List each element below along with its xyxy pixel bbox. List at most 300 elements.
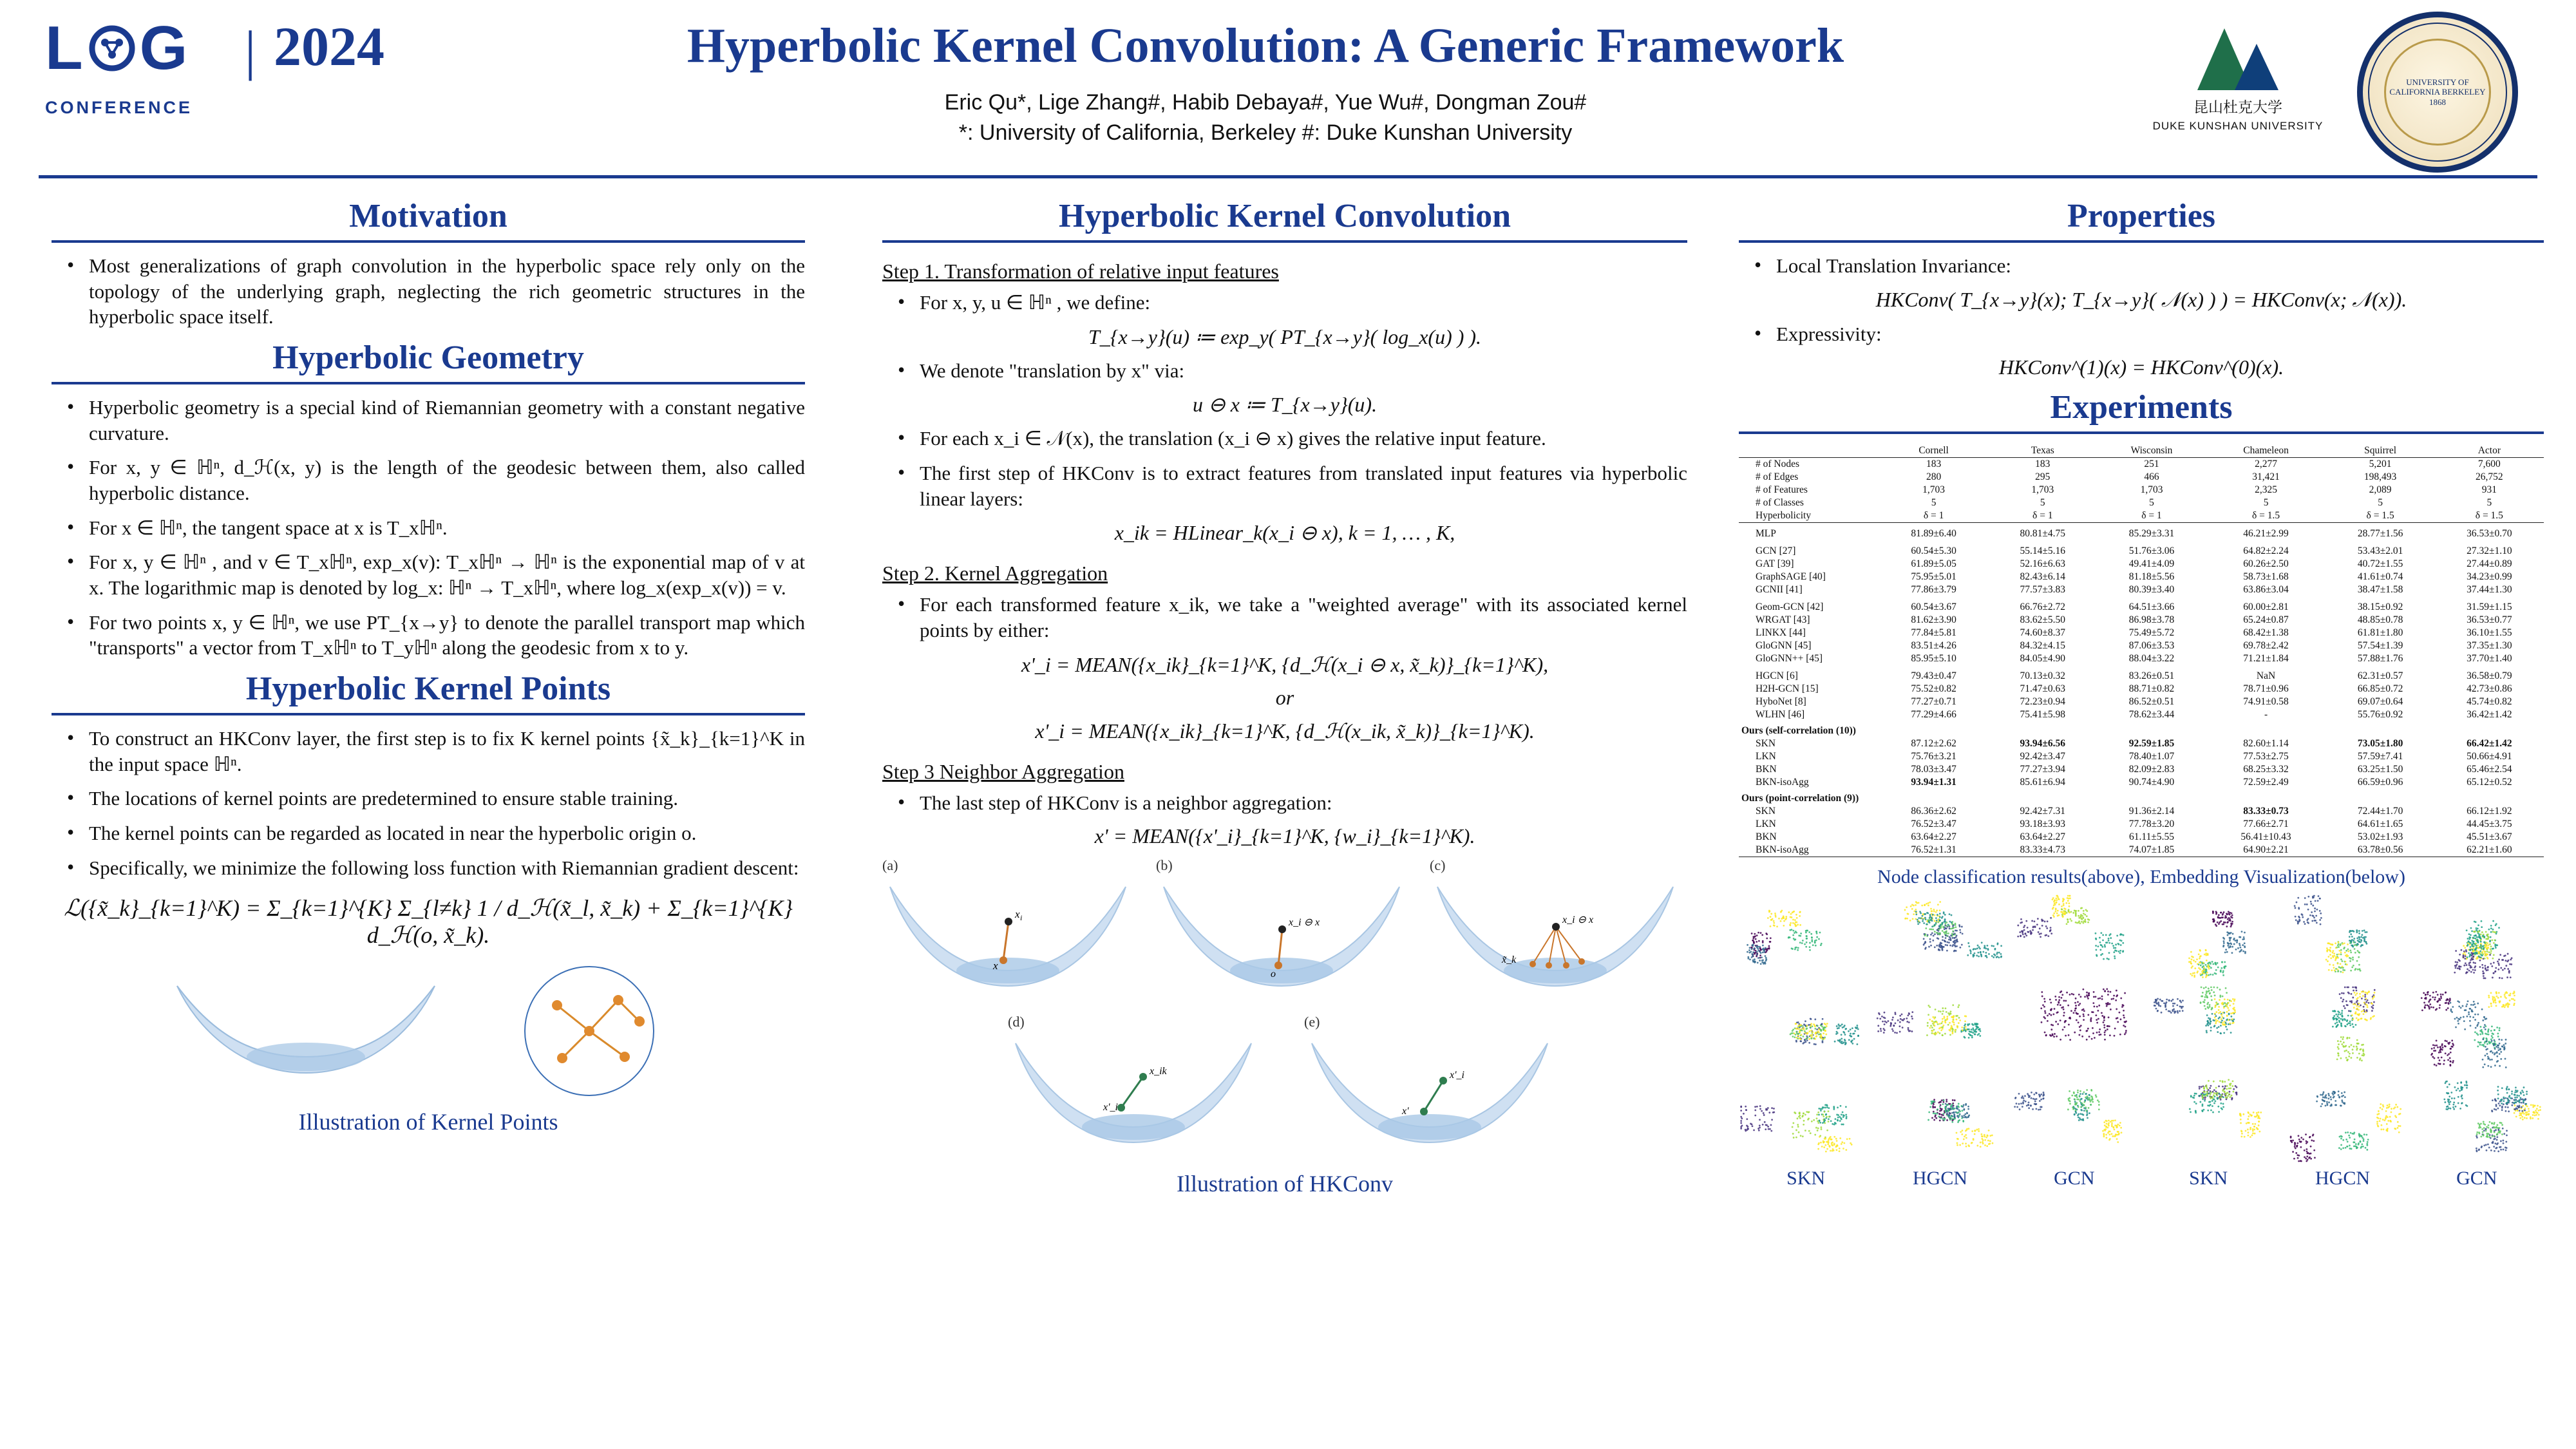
hyperboloid-surface-icon — [158, 960, 454, 1102]
table-cell: 5 — [2263, 497, 2269, 509]
table-cell-rowname: GloGNN [45] — [1756, 639, 1812, 651]
table-cell: 92.42±3.47 — [2020, 750, 2066, 762]
list-item: • Specifically, we minimize the following loss function with Riemannian gradient descent: — [52, 855, 805, 881]
table-row — [1739, 458, 2544, 471]
table-cell-rowname: Hyperbolicity — [1739, 509, 1879, 523]
table-cell: 79.43±0.47 — [1911, 670, 1956, 681]
table-cell: 5 — [2149, 497, 2154, 509]
berkeley-seal-icon — [2357, 12, 2518, 173]
conference-year: 2024 — [274, 15, 384, 77]
list-item: • To construct an HKConv layer, the first step is to fix K kernel points {x̃_k}_{k=1}^K in the input space ℍⁿ. — [52, 726, 805, 777]
table-cell-rowname: BKN-isoAgg — [1756, 776, 1809, 788]
title-block — [451, 19, 2080, 146]
table-cell: 68.42±1.38 — [2243, 627, 2289, 638]
divider-properties — [1739, 240, 2544, 243]
table-cell: 91.36±2.14 — [2128, 805, 2175, 817]
section-title-geometry: Hyperbolic Geometry — [272, 339, 584, 377]
table-row — [1739, 509, 2544, 523]
embedding-plot — [2143, 895, 2274, 980]
embedding-plot — [2009, 895, 2139, 980]
table-cell: 78.62±3.44 — [2128, 708, 2175, 720]
table-cell: 63.25±1.50 — [2357, 763, 2403, 775]
section-title-experiments: Experiments — [2050, 389, 2233, 426]
table-row — [1739, 583, 2544, 596]
table-cell: 5 — [1931, 497, 1937, 509]
table-cell: 44.45±3.75 — [2467, 818, 2512, 829]
table-cell: 60.26±2.50 — [2243, 558, 2289, 569]
table-cell: 81.18±5.56 — [2128, 571, 2175, 582]
table-cell: 81.62±3.90 — [1911, 614, 1956, 625]
embedding-plot — [2413, 1077, 2544, 1162]
table-cell-rowname: # of Classes — [1756, 497, 1804, 509]
table-cell-rowname: # of Edges — [1756, 471, 1799, 483]
step1-bullets — [882, 290, 1687, 316]
scatter-plot — [2009, 1077, 2139, 1162]
table-cell-rowname: GCNII [41] — [1756, 583, 1803, 595]
hyperboloid-icon-a — [882, 875, 1133, 1004]
table-cell: 77.86±3.79 — [1911, 583, 1956, 595]
figure-label-d: (d) — [1008, 1014, 1025, 1030]
table-cell: 75.76±3.21 — [1911, 750, 1956, 762]
embedding-plot — [1739, 895, 1870, 980]
table-cell: 77.66±2.71 — [2243, 818, 2289, 829]
table-cell: 56.41±10.43 — [2240, 831, 2291, 842]
log-letter-g: G — [139, 14, 189, 82]
table-cell: 74.07±1.85 — [2128, 844, 2175, 855]
table-cell: 82.43±6.14 — [2020, 571, 2066, 582]
figure-d — [1008, 1014, 1265, 1164]
table-cell: 78.71±0.96 — [2243, 683, 2289, 694]
log-letter-l: L — [45, 14, 84, 82]
table-cell: NaN — [2256, 670, 2276, 681]
svg-text:x_ik: x_ik — [1150, 1066, 1167, 1077]
column-middle — [857, 193, 1713, 1443]
step1-equation-2: u ⊖ x ≔ T_{x→y}(u). — [1192, 393, 1378, 417]
dku-name-cn: 昆山杜克大学 — [2193, 99, 2282, 115]
step3-equation-1: x' = MEAN({x'_i}_{k=1}^K, {w_i}_{k=1}^K). — [1094, 824, 1475, 848]
step3-bullets — [882, 790, 1687, 816]
table-row — [1739, 497, 2544, 509]
list-item: • Hyperbolic geometry is a special kind of Riemannian geometry with a constant negative curvature. — [52, 395, 805, 446]
table-cell-rowname: SKN — [1756, 805, 1776, 817]
table-cell: 62.21±1.60 — [2467, 844, 2512, 855]
table-group-header — [1739, 789, 2544, 805]
table-cell: 86.36±2.62 — [1911, 805, 1956, 817]
table-cell: 77.27±0.71 — [1911, 696, 1956, 707]
table-row — [1739, 696, 2544, 708]
scatter-plot — [1739, 986, 1870, 1071]
scatter-plot — [2278, 895, 2409, 980]
table-cell: 61.11±5.55 — [2129, 831, 2174, 842]
table-row — [1739, 831, 2544, 844]
step3-heading: Step 3 Neighbor Aggregation — [882, 759, 1124, 783]
hyperboloid-icon-c — [1430, 875, 1681, 1004]
table-cell: 280 — [1926, 471, 1942, 483]
header-separator: | — [245, 19, 256, 81]
author-list: Eric Qu*, Lige Zhang#, Habib Debaya#, Yue Wu#, Dongman Zou# — [944, 90, 1587, 115]
table-cell: 85.95±5.10 — [1911, 652, 1956, 664]
table-cell: 72.44±1.70 — [2357, 805, 2403, 817]
table-cell: δ = 1.5 — [2206, 509, 2326, 523]
hyperboloid-icon-b — [1156, 875, 1407, 1004]
table-cell-rowname: GloGNN++ [45] — [1756, 652, 1823, 664]
table-row — [1739, 652, 2544, 665]
table-cell-rowname: # of Features — [1756, 484, 1808, 496]
table-cell: 5 — [2378, 497, 2383, 509]
table-cell: 60.54±5.30 — [1911, 545, 1956, 556]
table-row-spacer — [1739, 523, 2544, 527]
table-cell: 36.42±1.42 — [2467, 708, 2512, 720]
table-cell-rowname: GCN [27] — [1756, 545, 1796, 556]
table-cell: 75.41±5.98 — [2020, 708, 2066, 720]
table-cell: 61.89±5.05 — [1911, 558, 1956, 569]
section-title-motivation: Motivation — [349, 198, 507, 234]
table-cell: 63.86±3.04 — [2243, 583, 2289, 595]
embedding-plot — [2413, 895, 2544, 980]
conference-label: CONFERENCE — [45, 98, 193, 117]
col-header-3: Wisconsin — [2097, 444, 2206, 458]
table-cell: 77.27±3.94 — [2020, 763, 2066, 775]
list-item: • The locations of kernel points are predetermined to ensure stable training. — [52, 786, 805, 811]
table-row — [1739, 670, 2544, 683]
step2-equation-1: x'_i = MEAN({x_ik}_{k=1}^K, {d_ℋ(x_i ⊖ x, x̃_k)}_{k=1}^K), — [1021, 652, 1549, 676]
embedding-plot — [2278, 895, 2409, 980]
figure-label-a: (a) — [882, 857, 898, 874]
table-cell: 76.52±3.47 — [1911, 818, 1956, 829]
table-cell: 50.66±4.91 — [2467, 750, 2512, 762]
svg-text:o: o — [1271, 969, 1276, 980]
table-row — [1739, 627, 2544, 639]
table-cell-rowname: SKN — [1756, 737, 1776, 749]
table-cell: 69.78±2.42 — [2243, 639, 2289, 651]
table-cell-rowname: LINKX [44] — [1756, 627, 1806, 638]
embedding-plot — [1873, 986, 2004, 1071]
table-cell: 62.31±0.57 — [2357, 670, 2403, 681]
table-cell-rowname: HGCN [6] — [1756, 670, 1798, 681]
table-row — [1739, 805, 2544, 818]
scatter-plot — [2413, 986, 2544, 1071]
table-cell: 5 — [2040, 497, 2045, 509]
table-cell-rowname: MLP — [1756, 527, 1776, 539]
table-cell-rowname: LKN — [1756, 818, 1776, 829]
table-cell-rowname: H2H-GCN [15] — [1756, 683, 1819, 694]
kernel-points-caption: Illustration of Kernel Points — [298, 1109, 558, 1135]
properties-equation-2: HKConv^(1)(x) = HKConv^(0)(x). — [1998, 355, 2284, 379]
divider-motivation — [52, 240, 805, 243]
table-cell-rowname: WLHN [46] — [1756, 708, 1805, 720]
scatter-plot — [2143, 895, 2274, 980]
table-cell: 86.52±0.51 — [2128, 696, 2175, 707]
table-cell: 5 — [2486, 497, 2492, 509]
table-cell: 64.90±2.21 — [2243, 844, 2289, 855]
scatter-plot — [2278, 986, 2409, 1071]
table-cell: 84.32±4.15 — [2020, 639, 2066, 651]
table-cell: 87.12±2.62 — [1911, 737, 1956, 749]
kernel-points-equation: ℒ({x̃_k}_{k=1}^K) = Σ_{k=1}^{K} Σ_{l≠k} 1 / d_ℋ(x̃_l, x̃_k) + Σ_{k=1}^{K} d_ℋ(o, x̃_k). — [64, 895, 793, 949]
table-cell-rowname: BKN-isoAgg — [1756, 844, 1809, 855]
table-cell: δ = 1.5 — [2326, 509, 2435, 523]
step2-or-label: or — [1275, 685, 1294, 709]
figure-a — [882, 857, 1140, 1007]
table-cell: 88.04±3.22 — [2128, 652, 2175, 664]
table-cell: 93.18±3.93 — [2020, 818, 2066, 829]
table-cell: 31,421 — [2252, 471, 2280, 483]
list-item: • The kernel points can be regarded as located in near the hyperbolic origin o. — [52, 820, 805, 846]
section-title-hkconv: Hyperbolic Kernel Convolution — [1059, 198, 1511, 234]
embedding-plot — [2143, 986, 2274, 1071]
table-cell: 1,703 — [1922, 484, 1946, 496]
table-cell: 37.44±1.30 — [2467, 583, 2512, 595]
kernel-points-bullets — [52, 726, 805, 880]
dku-name-en: DUKE KUNSHAN UNIVERSITY — [2152, 120, 2324, 132]
page-title: Hyperbolic Kernel Convolution: A Generic Framework — [687, 19, 1844, 73]
table-cell: 84.05±4.90 — [2020, 652, 2066, 664]
embedding-plot — [2009, 986, 2139, 1071]
section-title-kernel-points: Hyperbolic Kernel Points — [245, 670, 611, 708]
table-cell: 70.13±0.32 — [2020, 670, 2066, 681]
scatter-plot — [1739, 895, 1870, 980]
motivation-bullets — [52, 253, 805, 330]
hkconv-caption: Illustration of HKConv — [1177, 1171, 1393, 1197]
embedding-plot — [1739, 1077, 1870, 1162]
viz-label-2: GCN — [2054, 1167, 2095, 1189]
table-cell: 65.24±0.87 — [2243, 614, 2289, 625]
table-cell-rowname: LKN — [1756, 750, 1776, 762]
table-cell: 64.61±1.65 — [2357, 818, 2403, 829]
table-cell: 27.44±0.89 — [2467, 558, 2512, 569]
table-cell: 295 — [2035, 471, 2050, 483]
table-cell: 46.21±2.99 — [2243, 527, 2289, 539]
viz-label-1: HGCN — [1912, 1167, 1967, 1189]
table-cell: 78.40±1.07 — [2128, 750, 2175, 762]
table-cell: δ = 1 — [1988, 509, 2097, 523]
table-cell-rowname: BKN — [1756, 763, 1777, 775]
step1-equation-1: T_{x→y}(u) ≔ exp_y( PT_{x→y}( log_x(u) ) ). — [1088, 325, 1482, 348]
dku-logo — [2145, 26, 2331, 133]
table-cell: 80.81±4.75 — [2020, 527, 2066, 539]
scatter-plot — [1873, 986, 2004, 1071]
table-cell: 77.84±5.81 — [1911, 627, 1956, 638]
table-cell: 72.23±0.94 — [2020, 696, 2066, 707]
table-cell: 5,201 — [2369, 459, 2392, 470]
table-cell: 466 — [2144, 471, 2159, 483]
table-cell-rowname: GraphSAGE [40] — [1756, 571, 1826, 582]
embedding-plot — [2143, 1077, 2274, 1162]
table-cell: 93.94±1.31 — [1911, 776, 1956, 788]
table-cell: 931 — [2481, 484, 2497, 496]
table-row — [1739, 614, 2544, 627]
table-row — [1739, 639, 2544, 652]
table-cell: 80.39±3.40 — [2128, 583, 2175, 595]
table-cell: 77.29±4.66 — [1911, 708, 1956, 720]
table-cell: 65.12±0.52 — [2467, 776, 2512, 788]
list-item: • For x ∈ ℍⁿ, the tangent space at x is T_xℍⁿ. — [52, 515, 805, 541]
table-row — [1739, 750, 2544, 763]
table-row-spacer — [1739, 540, 2544, 545]
table-cell: 63.64±2.27 — [2020, 831, 2066, 842]
column-right — [1713, 193, 2576, 1443]
table-cell: 26,752 — [2476, 471, 2503, 483]
svg-text:x: x — [1015, 908, 1020, 921]
poster-header — [0, 0, 2576, 190]
table-cell: 57.59±7.41 — [2357, 750, 2403, 762]
berkeley-seal-text: UNIVERSITY OF CALIFORNIA BERKELEY 1868 — [2389, 77, 2486, 107]
column-left — [0, 193, 857, 1443]
viz-label-0: SKN — [1786, 1167, 1826, 1189]
table-cell: 36.53±0.77 — [2467, 614, 2512, 625]
divider-kernel-points — [52, 713, 805, 715]
table-cell: 37.35±1.30 — [2467, 639, 2512, 651]
embedding-viz-labels — [1739, 1168, 2544, 1189]
table-row — [1739, 844, 2544, 857]
table-cell: 38.15±0.92 — [2357, 601, 2403, 612]
scatter-plot — [2143, 1077, 2274, 1162]
table-row — [1739, 776, 2544, 789]
table-cell: 90.74±4.90 — [2128, 776, 2175, 788]
col-header-0 — [1739, 444, 1879, 458]
kernel-points-figure — [52, 960, 805, 1102]
table-cell: 71.21±1.84 — [2243, 652, 2289, 664]
table-cell: 53.43±2.01 — [2357, 545, 2403, 556]
svg-text:x_i ⊖ x: x_i ⊖ x — [1562, 914, 1594, 926]
svg-text:i: i — [1020, 913, 1023, 923]
table-cell: 57.54±1.39 — [2357, 639, 2403, 651]
results-table-body — [1739, 458, 2544, 857]
table-cell: 65.46±2.54 — [2467, 763, 2512, 775]
divider-hkconv — [882, 240, 1687, 243]
table-row — [1739, 484, 2544, 497]
table-cell: 75.95±5.01 — [1911, 571, 1956, 582]
properties-bullets-2 — [1739, 321, 2544, 347]
col-header-5: Squirrel — [2326, 444, 2435, 458]
table-cell-rowname: Geom-GCN [42] — [1756, 601, 1824, 612]
list-item: • We denote "translation by x" via: — [882, 358, 1687, 384]
col-header-2: Texas — [1988, 444, 2097, 458]
results-table — [1739, 444, 2544, 857]
table-cell: 71.47±0.63 — [2020, 683, 2066, 694]
embedding-plot — [1873, 895, 2004, 980]
col-header-4: Chameleon — [2206, 444, 2326, 458]
svg-text:x: x — [993, 960, 998, 972]
svg-text:x̃_k: x̃_k — [1502, 954, 1517, 966]
list-item: • For x, y ∈ ℍⁿ, d_ℋ(x, y) is the length of the geodesic between them, also called hyperbolic distance. — [52, 455, 805, 506]
table-cell: 82.60±1.14 — [2243, 737, 2289, 749]
table-cell: 83.33±4.73 — [2020, 844, 2066, 855]
table-cell: 64.82±2.24 — [2243, 545, 2289, 556]
table-cell: 251 — [2144, 459, 2159, 470]
table-row — [1739, 471, 2544, 484]
table-cell: 7,600 — [2477, 459, 2501, 470]
embedding-plot — [2009, 1077, 2139, 1162]
embedding-plot — [2278, 986, 2409, 1071]
table-cell: 48.85±0.78 — [2357, 614, 2403, 625]
list-item: • For each x_i ∈ 𝒩(x), the translation (x_i ⊖ x) gives the relative input feature. — [882, 426, 1687, 451]
table-cell: 38.47±1.58 — [2357, 583, 2403, 595]
table-cell: 53.02±1.93 — [2357, 831, 2403, 842]
svg-text:x': x' — [1402, 1106, 1409, 1117]
hyperboloid-icon-d — [1008, 1032, 1259, 1160]
table-cell: 83.26±0.51 — [2128, 670, 2175, 681]
table-cell: 41.61±0.74 — [2357, 571, 2403, 582]
log-graph-icon — [87, 23, 137, 73]
figure-label-e: (e) — [1304, 1014, 1320, 1030]
table-cell: 74.91±0.58 — [2243, 696, 2289, 707]
scatter-plot — [2009, 895, 2139, 980]
embedding-visualization-grid-3 — [1739, 1077, 2544, 1162]
table-cell: 73.05±1.80 — [2357, 737, 2403, 749]
list-item: • Most generalizations of graph convolution in the hyperbolic space rely only on the topology of the underlying graph, neglecting the rich geometric structures in the hyperbolic space itself. — [52, 253, 805, 330]
col-header-1: Cornell — [1879, 444, 1988, 458]
properties-equation-1: HKConv( T_{x→y}(x); T_{x→y}( 𝒩(x) ) ) = HKConv(x; 𝒩(x)). — [1875, 287, 2407, 311]
table-cell-rowname: GAT [39] — [1756, 558, 1794, 569]
hkconv-figure-row-1 — [882, 857, 1687, 1007]
step1-bullets-2 — [882, 358, 1687, 384]
table-cell: 28.77±1.56 — [2357, 527, 2403, 539]
table-cell: 87.06±3.53 — [2128, 639, 2175, 651]
table-cell: - — [2264, 708, 2268, 720]
table-row-spacer — [1739, 596, 2544, 601]
list-item: • For each transformed feature x_ik, we take a "weighted average" with its associated kernel points by either: — [882, 592, 1687, 643]
table-cell: 34.23±0.99 — [2467, 571, 2512, 582]
table-cell: 60.00±2.81 — [2243, 601, 2289, 612]
table-cell: 68.25±3.32 — [2243, 763, 2289, 775]
table-cell: 58.73±1.68 — [2243, 571, 2289, 582]
section-title-properties: Properties — [2067, 198, 2216, 234]
col-header-6: Actor — [2435, 444, 2544, 458]
table-group-label: Ours (point-correlation (9)) — [1741, 792, 1859, 804]
table-cell: 66.42±1.42 — [2467, 737, 2512, 749]
table-cell: 51.76±3.06 — [2128, 545, 2175, 556]
table-row — [1739, 683, 2544, 696]
table-cell: 82.09±2.83 — [2128, 763, 2175, 775]
scatter-plot — [2143, 986, 2274, 1071]
viz-label-3: SKN — [2189, 1167, 2228, 1189]
step1-equation-3: x_ik = HLinear_k(x_i ⊖ x), k = 1, … , K, — [1114, 521, 1455, 545]
table-cell: 64.51±3.66 — [2128, 601, 2175, 612]
step1-bullets-3 — [882, 426, 1687, 511]
table-cell: 75.52±0.82 — [1911, 683, 1956, 694]
table-cell: 92.42±7.31 — [2020, 805, 2066, 817]
table-cell: 40.72±1.55 — [2357, 558, 2403, 569]
hyperboloid-icon-e — [1304, 1032, 1555, 1160]
table-cell: 183 — [2035, 459, 2050, 470]
results-table-head — [1739, 444, 2544, 458]
table-cell-rowname: BKN — [1756, 831, 1777, 842]
table-cell: 66.12±1.92 — [2467, 805, 2512, 817]
table-cell: 49.41±4.09 — [2128, 558, 2175, 569]
svg-text:x'_i: x'_i — [1103, 1102, 1118, 1113]
table-group-label: Ours (self-correlation (10)) — [1741, 724, 1856, 736]
table-cell: 75.49±5.72 — [2128, 627, 2175, 638]
list-item: • For x, y, u ∈ ℍⁿ , we define: — [882, 290, 1687, 316]
log-conference-logo — [45, 13, 258, 161]
dku-mountain-icon — [2145, 26, 2331, 90]
table-cell: 83.51±4.26 — [1911, 639, 1956, 651]
figure-label-b: (b) — [1156, 857, 1173, 874]
geometry-bullets — [52, 395, 805, 661]
table-cell-rowname: HyboNet [8] — [1756, 696, 1806, 707]
header-divider — [39, 175, 2537, 178]
table-row — [1739, 818, 2544, 831]
table-cell: 85.61±6.94 — [2020, 776, 2066, 788]
table-cell: 55.14±5.16 — [2020, 545, 2066, 556]
table-cell: 57.88±1.76 — [2357, 652, 2403, 664]
list-item: • For two points x, y ∈ ℍⁿ, we use PT_{x→y} to denote the parallel transport map which "transports" a vector from T_xℍⁿ to T_yℍⁿ along the geodesic from x to y. — [52, 610, 805, 661]
list-item: • The last step of HKConv is a neighbor aggregation: — [882, 790, 1687, 816]
table-row — [1739, 558, 2544, 571]
embedding-plot — [2413, 986, 2544, 1071]
table-header-row — [1739, 444, 2544, 458]
